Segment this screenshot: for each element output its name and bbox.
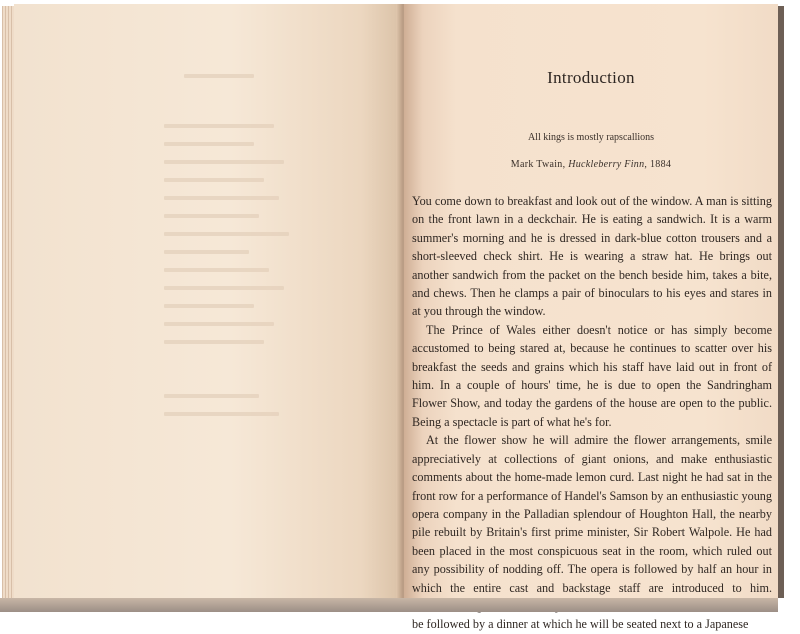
epigraph-attribution xyxy=(404,159,778,170)
book-bottom-shadow xyxy=(0,598,778,612)
right-page xyxy=(404,4,778,632)
chapter-title: Introduction xyxy=(547,68,635,87)
paragraph: You come down to breakfast and look out of the window. A man is sitting on the front lawn in a deckchair. He is eating a sandwich. It is a warm summer's morning and he is dressed in dark-blue cotton trousers and a short-sleeved check shirt. He is wearing a straw hat. He brings out another sandwich from the packet on the bench beside him, takes a bite, and chews. Then he clamps a pair of binoculars to his eyes and stares in at you through the window. xyxy=(412,194,772,319)
bleed-through-text xyxy=(14,4,408,598)
body-text xyxy=(412,192,772,634)
epigraph: All kings is mostly rapscallions xyxy=(527,132,655,143)
left-page xyxy=(14,4,408,598)
paragraph: At the flower show he will admire the flower arrangements, smile appreciatively at collections of giant onions, and make enthusiastic comments about the home-made lemon curd. Last night he had sat in the front row for a performance of Handel's Samson by an enthusiastic young opera company in the Palladian splendour of Houghton Hall, the nearby pile rebuilt by Britain's first prime minister, Sir Robert Walpole. He had been placed in the most conspicuous seat in the room, which ruled out any possibility of nodding off. The opera is followed by half an hour in which the entire cast and backstage staff are introduced to him. be followed by a dinner at which he will be seated next to a Japanese xyxy=(412,433,772,632)
scan-edge xyxy=(778,0,800,612)
attribution-author: Mark Twain, xyxy=(510,159,566,170)
attribution-book-title: Huckleberry Finn xyxy=(568,159,645,170)
attribution-year: , 1884 xyxy=(644,159,672,170)
paragraph: The Prince of Wales either doesn't notice or has simply become accustomed to being stared at, because he continues to scatter over his breakfast the seeds and grains which his staff have laid out in front of him. In a couple of hours' time, he is due to open the Sandringham Flower Show, and today the gardens of the house are open to the public. Being a spectacle is part of what he's for. xyxy=(412,322,772,429)
